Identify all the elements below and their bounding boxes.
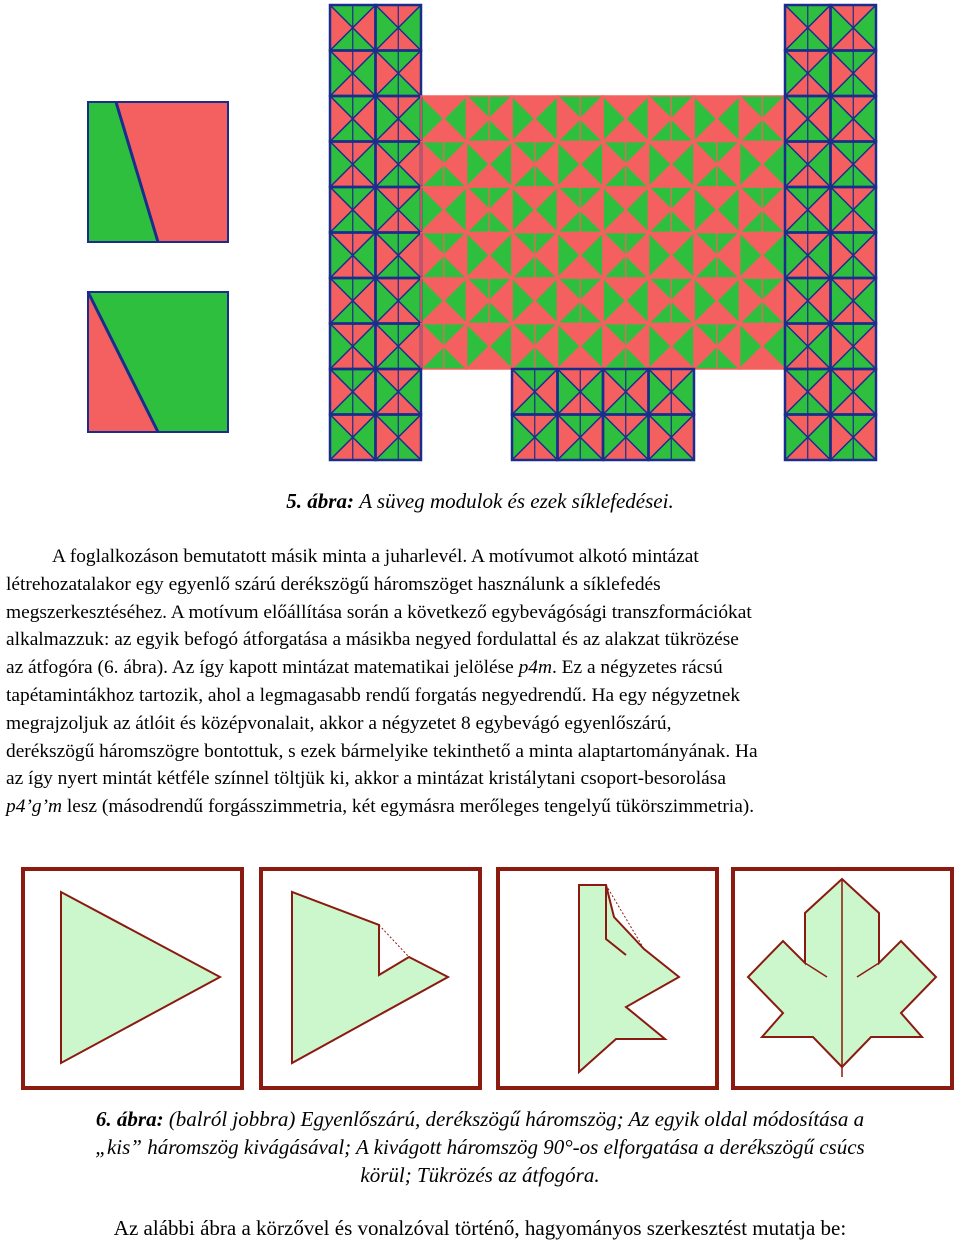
figure-6-caption: 6. ábra: (balról jobbra) Egyenlőszárú, derékszögű háromszög; Az egyik oldal módosítása a „kis” háromszög kivágásával; A kivágott háromszög 90°-os elforgatása a derékszögű csúcs körül; Tükrözés az átfogóra. xyxy=(95,1107,865,1187)
para-line: megrajzoljuk az átlóit és középvonalait, akkor a négyzetet 8 egybevágó egyenlőszárú, xyxy=(6,712,672,734)
para-line: az átfogóra (6. ábra). Az így kapott mintázat matematikai jelölése p4m. Ez a négyzetes rácsú xyxy=(6,657,723,679)
figure-5-caption xyxy=(0,487,960,515)
figure-6-step-triangle xyxy=(21,867,244,1090)
para-line: tapétamintákhoz tartozik, ahol a legmagasabb rendű forgatás negyedrendű. Ha egy négyzetnek xyxy=(6,684,741,706)
figure-6-step-rotated xyxy=(496,867,719,1090)
para-line: derékszögű háromszögre bontottuk, s ezek bármelyike tekinthető a minta alaptartományának. Ha xyxy=(6,740,758,762)
para-line: létrehozatalakor egy egyenlő szárú derékszögű háromszöget használunk a síklefedés xyxy=(6,573,661,595)
closing-text: Az alábbi ábra a körzővel és vonalzóval történő, hagyományos szerkesztést mutatja be: xyxy=(113,1216,847,1240)
figure-6-step-maple-leaf xyxy=(731,867,954,1090)
notation-p4gm: p4’g’m xyxy=(6,796,63,818)
figure-5-text: A süveg modulok és ezek síklefedései. xyxy=(359,489,674,513)
figure-5-illustration xyxy=(0,0,960,470)
para-line: megszerkesztéséhez. A motívum előállítása során a következő egybevágósági transzformációkat xyxy=(6,601,752,623)
figure-6-label: 6. ábra: xyxy=(95,1107,164,1131)
body-paragraph xyxy=(6,543,960,821)
para-line: az így nyert mintát kétféle színnel töltjük ki, akkor a mintázat kristálytani csoport-besorolása xyxy=(6,768,726,790)
para-line: p4’g’m lesz (másodrendű forgásszimmetria, két egymásra merőleges tengelyű tükörszimmetria). xyxy=(6,796,755,818)
module-tile-top xyxy=(88,102,228,242)
tessellation-pattern xyxy=(330,5,876,460)
para-line: A foglalkozáson bemutatott másik minta a juharlevél. A motívumot alkotó mintázat xyxy=(52,546,699,567)
module-tile-bottom xyxy=(88,292,228,432)
notation-p4m: p4m xyxy=(518,657,552,679)
figure-5-label: 5. ábra: xyxy=(286,489,354,513)
figure-6-step-notched xyxy=(259,867,482,1090)
para-line: alkalmazzuk: az egyik befogó átforgatása a másikba negyed fordulattal és az alakzat tükrözése xyxy=(6,629,739,651)
